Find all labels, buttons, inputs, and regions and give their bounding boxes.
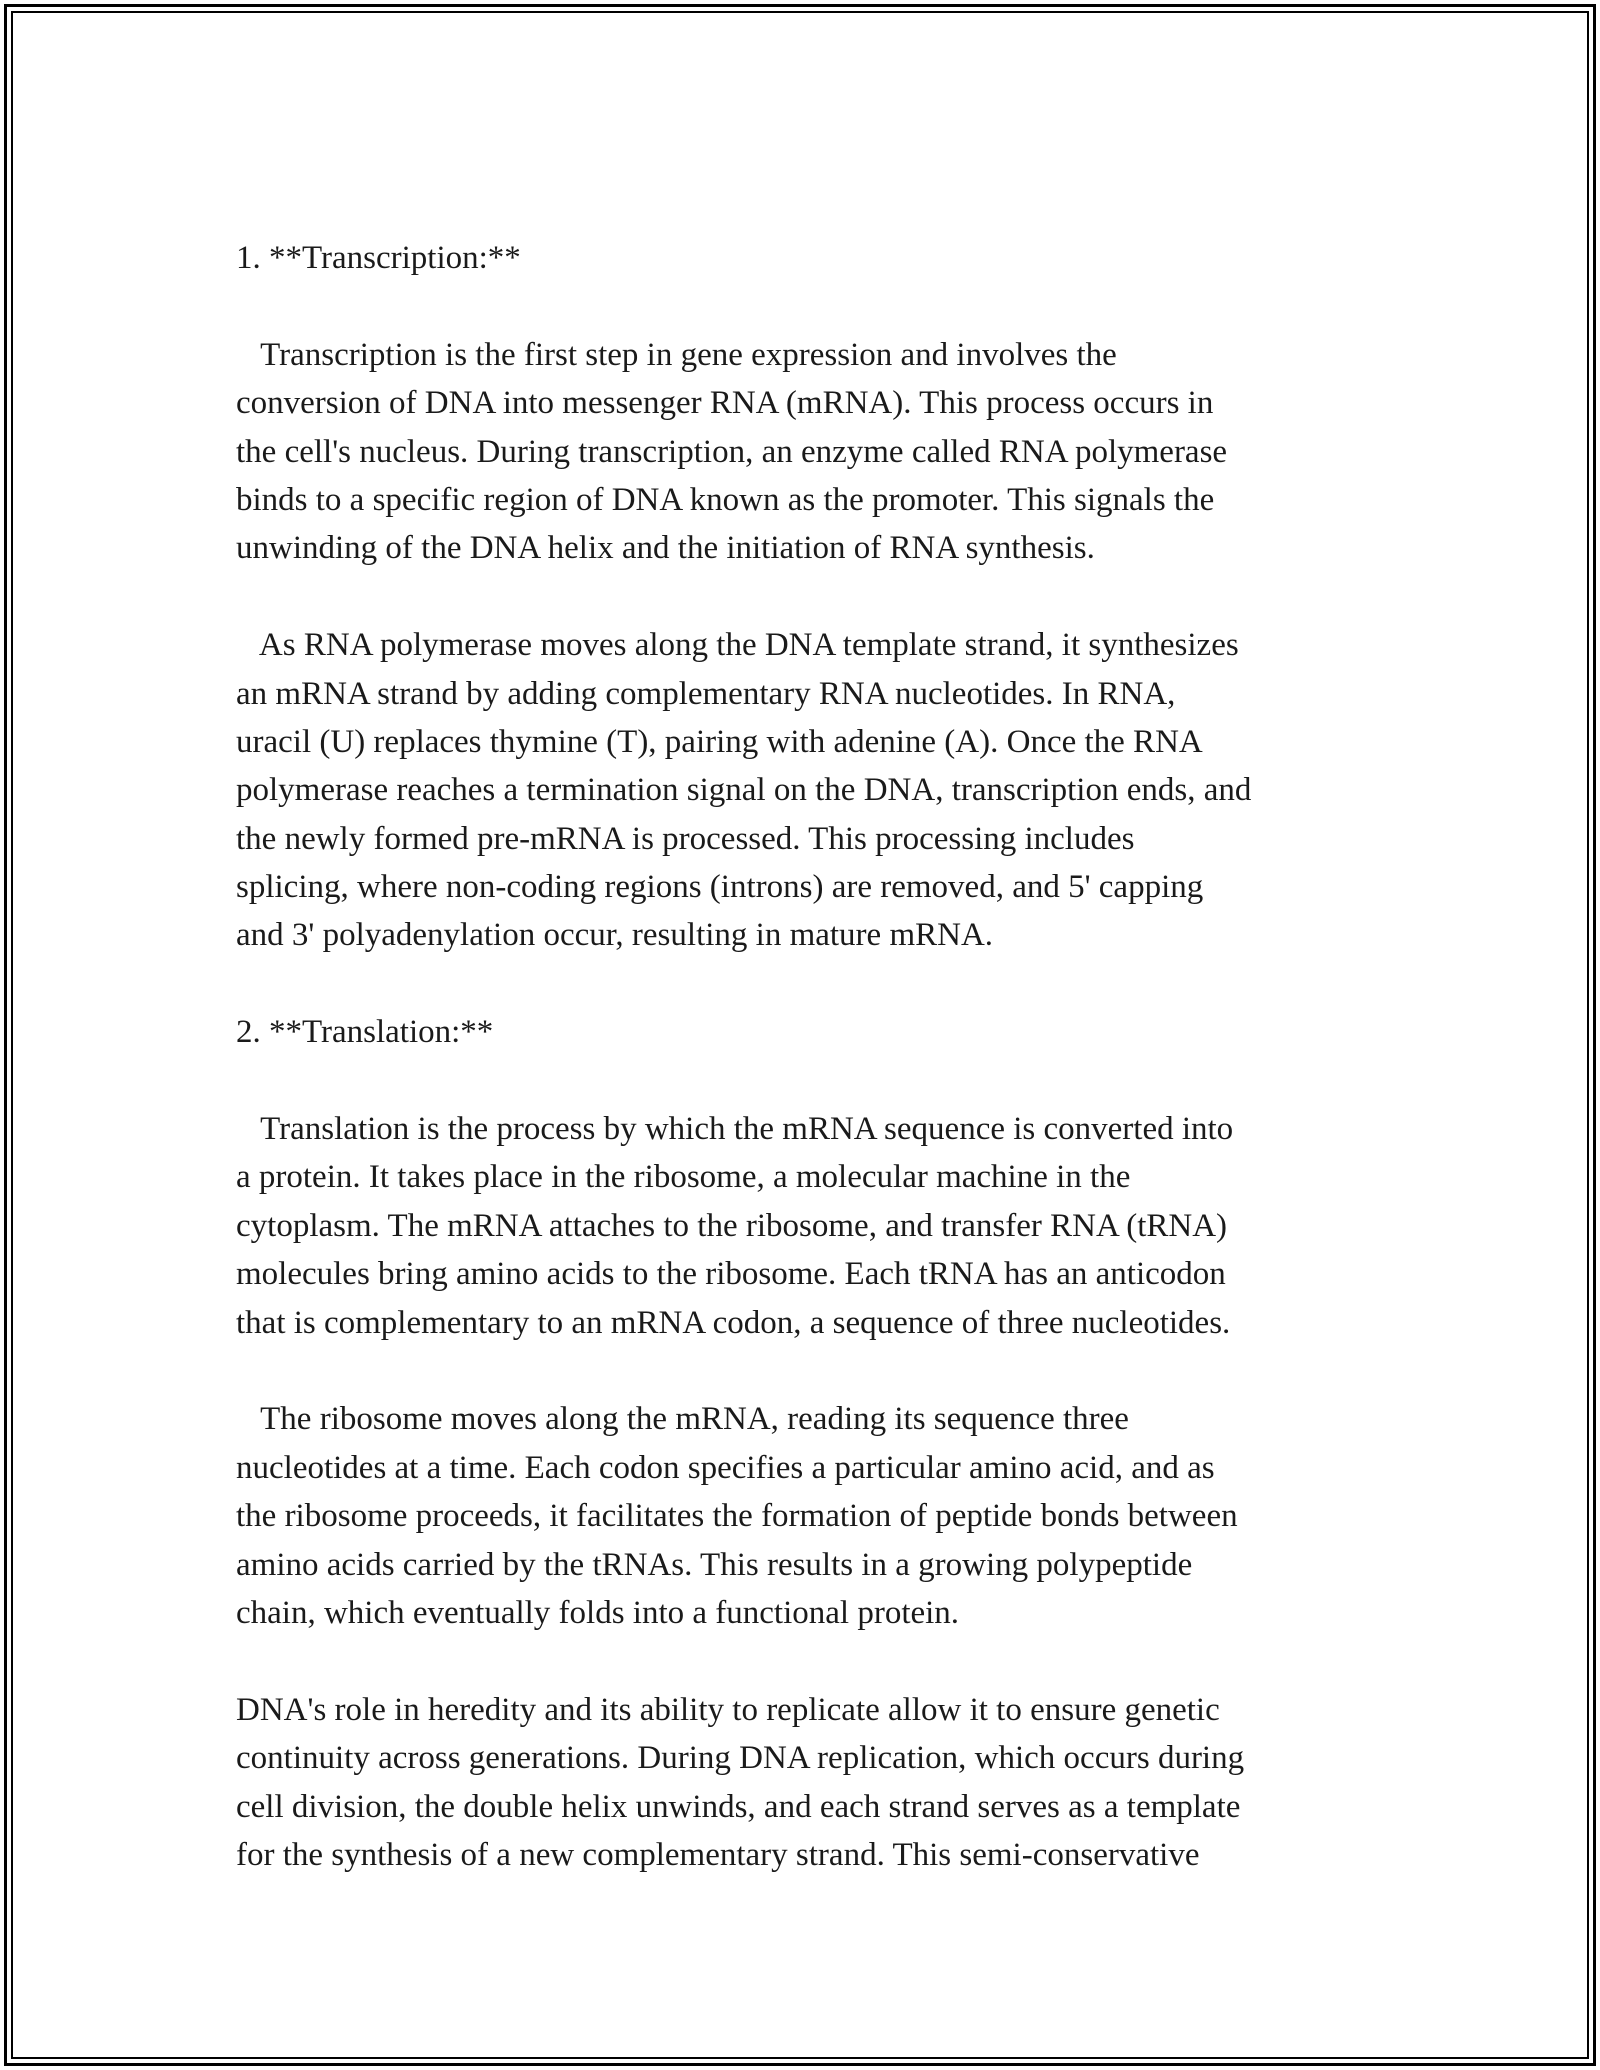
text-line: 1. **Transcription:** xyxy=(236,240,521,276)
text-line: binds to a specific region of DNA known as the promoter. This signals the xyxy=(236,481,1215,518)
text-line: The ribosome moves along the mRNA, reading its sequence three xyxy=(236,1401,1129,1438)
text-line: 2. **Translation:** xyxy=(236,1014,494,1051)
text-line: continuity across generations. During DNA replication, which occurs during xyxy=(236,1740,1245,1777)
text-line: Translation is the process by which the mRNA sequence is converted into xyxy=(236,1111,1234,1148)
text-line: the ribosome proceeds, it facilitates the formation of peptide bonds between xyxy=(236,1498,1238,1535)
paragraph-transcription-2 xyxy=(236,621,1396,960)
text-line: a protein. It takes place in the ribosome, a molecular machine in the xyxy=(236,1159,1131,1196)
text-line: an mRNA strand by adding complementary RNA nucleotides. In RNA, xyxy=(236,675,1176,712)
paragraph-replication xyxy=(236,1686,1396,1880)
text-line: nucleotides at a time. Each codon specifies a particular amino acid, and as xyxy=(236,1449,1215,1486)
text-line: uracil (U) replaces thymine (T), pairing with adenine (A). Once the RNA xyxy=(236,723,1203,760)
text-line: unwinding of the DNA helix and the initiation of RNA synthesis. xyxy=(236,530,1095,567)
text-line: the newly formed pre-mRNA is processed. This processing includes xyxy=(236,820,1135,857)
text-line: that is complementary to an mRNA codon, a sequence of three nucleotides. xyxy=(236,1304,1231,1341)
heading-translation xyxy=(236,1008,1396,1056)
text-line: chain, which eventually folds into a functional protein. xyxy=(236,1594,960,1631)
text-line: cytoplasm. The mRNA attaches to the ribosome, and transfer RNA (tRNA) xyxy=(236,1207,1228,1244)
text-line: splicing, where non-coding regions (introns) are removed, and 5' capping xyxy=(236,869,1204,906)
paragraph-transcription-1 xyxy=(236,331,1396,573)
document-body xyxy=(236,234,1396,1879)
heading-transcription xyxy=(236,234,1396,282)
paragraph-gap xyxy=(236,960,1396,1008)
text-line: conversion of DNA into messenger RNA (mRNA). This process occurs in xyxy=(236,385,1214,422)
text-line: and 3' polyadenylation occur, resulting in mature mRNA. xyxy=(236,917,994,954)
paragraph-gap xyxy=(236,1347,1396,1395)
paragraph-gap xyxy=(236,1637,1396,1685)
paragraph-gap xyxy=(236,282,1396,330)
paragraph-translation-1 xyxy=(236,1105,1396,1347)
paragraph-gap xyxy=(236,1057,1396,1105)
paragraph-gap xyxy=(236,573,1396,621)
text-line: As RNA polymerase moves along the DNA template strand, it synthesizes xyxy=(236,627,1239,664)
text-line: DNA's role in heredity and its ability to replicate allow it to ensure genetic xyxy=(236,1691,1220,1728)
paragraph-translation-2 xyxy=(236,1395,1396,1637)
text-line: amino acids carried by the tRNAs. This results in a growing polypeptide xyxy=(236,1546,1193,1583)
text-line: Transcription is the first step in gene expression and involves the xyxy=(236,336,1117,373)
text-line: the cell's nucleus. During transcription, an enzyme called RNA polymerase xyxy=(236,433,1228,470)
text-line: cell division, the double helix unwinds, and each strand serves as a template xyxy=(236,1788,1241,1825)
text-line: for the synthesis of a new complementary strand. This semi-conservative xyxy=(236,1836,1200,1873)
text-line: molecules bring amino acids to the ribosome. Each tRNA has an anticodon xyxy=(236,1256,1226,1293)
text-line: polymerase reaches a termination signal on the DNA, transcription ends, and xyxy=(236,772,1252,809)
